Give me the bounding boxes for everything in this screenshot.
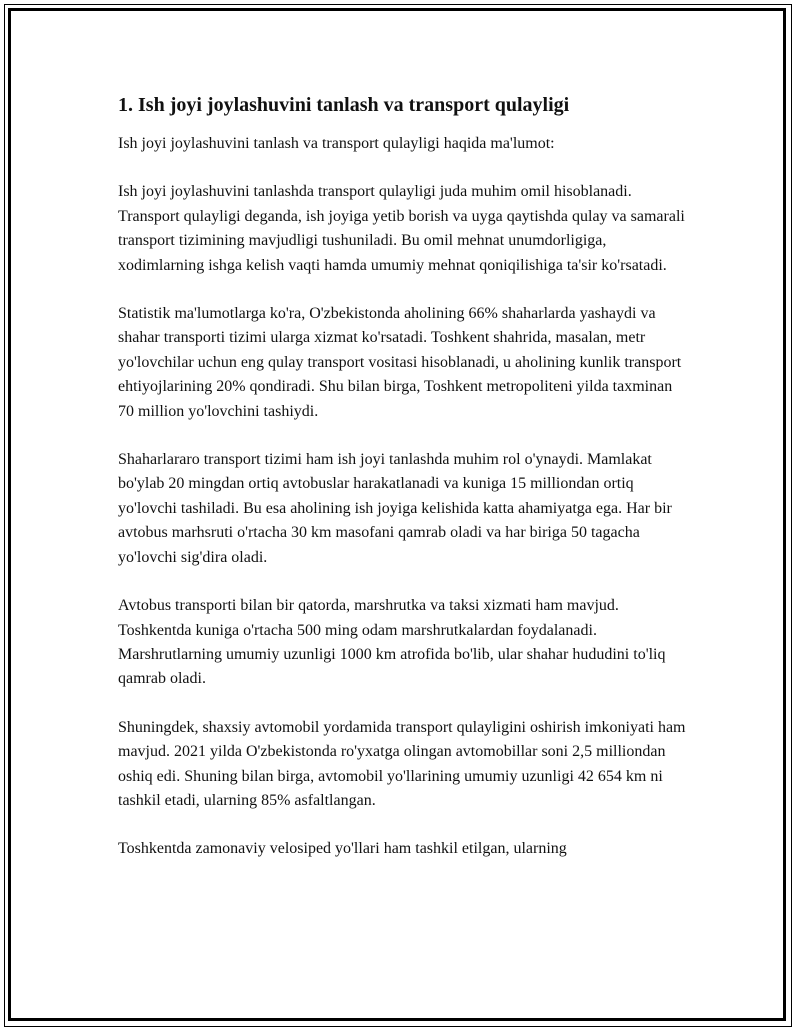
paragraph-bicycle-lanes: Toshkentda zamonaviy velosiped yo'llari ham tashkil etilgan, ularning <box>118 840 567 858</box>
section-heading: 1. Ish joyi joylashuvini tanlash va transport qulayligi <box>118 94 570 116</box>
intro-paragraph: Ish joyi joylashuvini tanlash va transport qulayligi haqida ma'lumot: <box>118 135 555 152</box>
paragraph-statistics: Statistik ma'lumotlarga ko'ra, O'zbekistonda aholining 66% shaharlarda yashaydi va shahar transporti tizimi ularga xizmat ko'rsatadi. Toshkent shahrida, masalan, metr yo'lovchilar uchun eng qulay transport vositasi hisoblanadi, u aholining kunlik transport ehtiyojlarining 20% qondiradi. Shu bilan birga, Toshkent metropoliteni yilda taxminan 70 million yo'lovchini tashiydi. <box>118 305 682 420</box>
document-body <box>118 92 688 886</box>
paragraph-minibus-taxi: Avtobus transporti bilan bir qatorda, marshrutka va taksi xizmati ham mavjud. Toshkentda kuniga o'rtacha 500 ming odam marshrutkalardan foydalanadi. Marshrutlarning umumiy uzunligi 1000 km atrofida bo'lib, ular shahar hududini to'liq qamrab oladi. <box>118 597 666 688</box>
paragraph-transport-importance: Ish joyi joylashuvini tanlashda transport qulayligi juda muhim omil hisoblanadi. Transport qulayligi deganda, ish joyiga yetib borish va uyga qaytishda qulay va samarali transport tizimining mavjudligi tushuniladi. Bu omil mehnat unumdorligiga, xodimlarning ishga kelish vaqti hamda umumiy mehnat qoniqilishiga ta'sir ko'rsatadi. <box>118 183 685 274</box>
paragraph-private-cars: Shuningdek, shaxsiy avtomobil yordamida transport qulayligini oshirish imkoniyati ham mavjud. 2021 yilda O'zbekistonda ro'yxatga olingan avtomobillar soni 2,5 milliondan oshiq edi. Shuning bilan birga, avtomobil yo'llarining umumiy uzunligi 42 654 km ni tashkil etadi, ularning 85% asfaltlangan. <box>118 718 686 809</box>
paragraph-intercity-transport: Shaharlararo transport tizimi ham ish joyi tanlashda muhim rol o'ynaydi. Mamlakat bo'ylab 20 mingdan ortiq avtobuslar harakatlanadi va kuniga 15 milliondan ortiq yo'lovchi tashiladi. Bu esa aholining ish joyiga kelishida katta ahamiyatga ega. Har bir avtobus marhsruti o'rtacha 30 km masofani qamrab oladi va har biriga 50 tagacha yo'lovchi sig'dira oladi. <box>118 451 672 566</box>
